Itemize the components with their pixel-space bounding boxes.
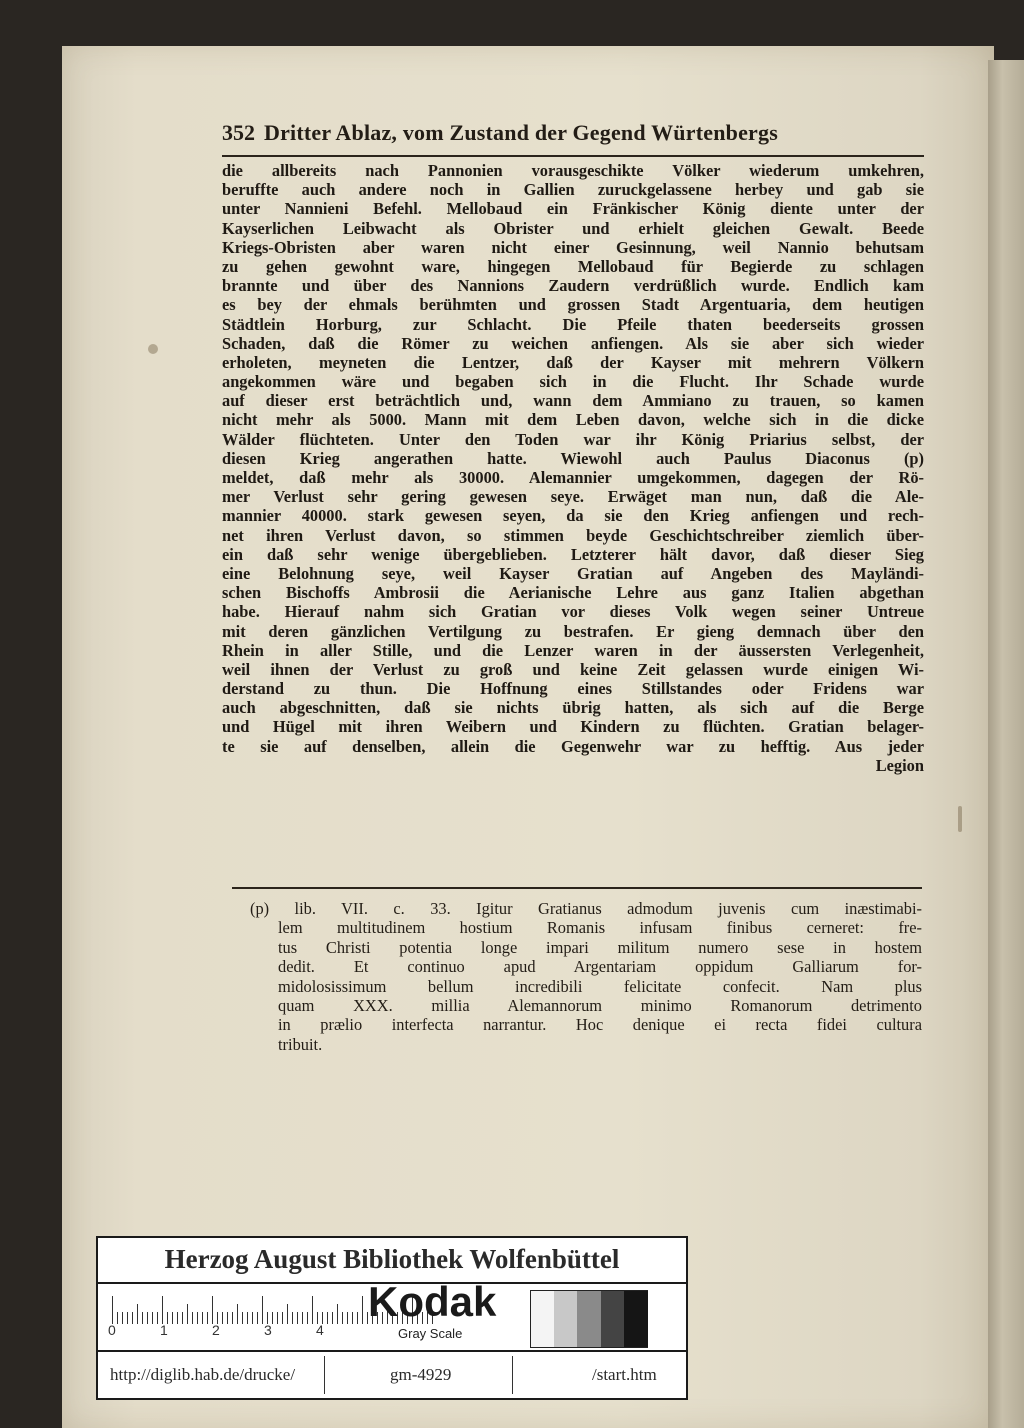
text-line: ein daß sehr wenige übergeblieben. Letzterer hält davor, daß dieser Sieg [222,544,924,564]
text-line: te sie auf denselben, allein die Gegenwehr war zu hefftig. Aus jeder [222,736,924,756]
url-divider [324,1356,325,1394]
ruler-number: 1 [160,1322,168,1338]
gray-swatch [554,1291,578,1347]
paper-blemish [958,806,962,832]
page-number: 352 [222,120,255,145]
footnote [250,899,922,1054]
gray-swatch [601,1291,625,1347]
running-head: Dritter Ablaz, vom Zustand der Gegend Würtenbergs [264,120,778,145]
text-line: Schaden, daß die Römer zu weichen anfiengen. Als sie aber sich wieder [222,333,924,353]
ruler-number: 0 [108,1322,116,1338]
text-line: Kayserlichen Leibwacht als Obrister und erhielt gleichen Gewalt. Beede [222,218,924,238]
ruler-tick [237,1304,238,1324]
ruler-tick [312,1296,313,1324]
footnote-line: dedit. Et continuo apud Argentariam oppidum Galliarum for- [278,957,922,977]
ruler-tick [187,1304,188,1324]
footnote-line: quam XXX. millia Alemannorum minimo Romanorum detrimento [278,995,922,1015]
ruler-number: 4 [316,1322,324,1338]
gray-swatch [531,1291,555,1347]
url-row [98,1350,686,1398]
adjacent-page-edge [988,60,1024,1428]
footnote-line: tribuit. [278,1034,323,1054]
text-line: diesen Krieg angerathen hatte. Wiewohl auch Paulus Diaconus (p) [222,448,924,468]
text-line: Kriegs-Obristen aber waren nicht einer Gesinnung, weil Nannio behutsam [222,237,924,257]
paper-blemish [148,344,158,354]
library-calibration-card [96,1236,688,1400]
library-title: Herzog August Bibliothek Wolfenbüttel [98,1244,686,1284]
ruler-tick [112,1296,113,1324]
text-line: mer Verlust sehr gering gewesen seye. Erwäget man nun, daß die Ale- [222,487,924,507]
ruler-tick [262,1296,263,1324]
url-suffix: /start.htm [592,1365,657,1384]
ruler-tick [212,1296,213,1324]
text-line: zu gehen gewohnt ware, hingegen Mellobaud für Begierde zu schlagen [222,256,924,276]
text-line: habe. Hierauf nahm sich Gratian vor dieses Volk wegen seiner Untreue [222,602,924,622]
text-line: Städtlein Horburg, zur Schlacht. Die Pfeile thaten beederseits grossen [222,314,924,334]
text-line: mit deren gänzlichen Vertilgung zu bestrafen. Er gieng demnach über den [222,621,924,641]
ruler-number: 3 [264,1322,272,1338]
document-id: gm-4929 [390,1365,452,1384]
main-text [222,161,924,775]
text-line: net ihren Verlust davon, so stimmen beyde Geschichtschreiber ziemlich über- [222,525,924,545]
text-line: derstand zu thun. Die Hoffnung eines Stillstandes oder Fridens war [222,679,924,699]
footnote-rule [232,887,922,889]
text-line: nicht mehr als 5000. Mann mit dem Leben davon, welche sich in die dicke [222,410,924,430]
text-line: mannier 40000. stark gewesen seyen, da sie den Krieg anfiengen und rech- [222,506,924,526]
catchword: Legion [875,755,924,775]
text-line: eine Belohnung seye, weil Kayser Gratian auf Angeben des Mayländi- [222,563,924,583]
header-rule [222,155,924,157]
gray-scale-swatches [530,1290,648,1348]
ruler-tick [162,1296,163,1324]
text-line: Rhein in aller Stille, und die Lenzer waren in der äussersten Verlegenheit, [222,640,924,660]
footnote-line: midolosissimum bellum incredibili felicitate confecit. Nam plus [278,976,922,996]
ruler-tick [287,1304,288,1324]
ruler-number: 2 [212,1322,220,1338]
ruler-tick [362,1296,363,1324]
text-line: meldet, daß mehr als 30000. Alemannier umgekommen, dagegen der Rö- [222,468,924,487]
text-line: Wälder flüchteten. Unter den Toden war ihr König Priarius selbst, der [222,429,924,449]
gray-swatch [624,1291,648,1347]
ruler-numbers [108,1322,438,1342]
page-header [222,120,924,150]
text-line: auf dieser erst beträchtlich und, wann dem Ammiano zu trauen, so kamen [222,391,924,411]
footnote-line: lem multitudinem hostium Romanis infusam finibus cerneret: fre- [278,918,922,938]
kodak-logo: Kodak [368,1278,497,1325]
url-prefix: http://diglib.hab.de/drucke/ [110,1365,296,1384]
footnote-line: tus Christi potentia longe impari militum numero sese in hostem [278,937,922,957]
footnote-line: in prælio interfecta narrantur. Hoc denique ei recta fidei cultura [278,1015,922,1035]
text-line: unter Nannieni Befehl. Mellobaud ein Fränkischer König diente unter der [222,199,924,219]
text-line: schen Bischoffs Ambrosii die Aerianische Lehre aus ganz Italien abgethan [222,583,924,603]
text-line: brannte und über des Nannions Zaudern verdrüßlich wurde. Endlich kam [222,276,924,296]
ruler-tick [137,1304,138,1324]
ruler-tick [337,1304,338,1324]
text-line: und Hügel mit ihren Weibern und Kindern zu flüchten. Gratian belager- [222,717,924,737]
text-line: angekommen wäre und begaben sich in die Flucht. Ihr Schade wurde [222,372,924,392]
text-line: weil ihnen der Verlust zu groß und keine Zeit gelassen wurde einigen Wi- [222,659,924,679]
gray-scale-label: Gray Scale [398,1326,463,1341]
gray-swatch [577,1291,601,1347]
text-line: erholeten, meyneten die Lentzer, daß der Kayser mit mehrern Völkern [222,352,924,372]
url-divider [512,1356,513,1394]
text-line: auch abgeschnitten, daß sie nichts übrig hatten, als sich auf die Berge [222,698,924,718]
text-line: es bey der ehmals berühmten und grossen Stadt Argentuaria, dem heutigen [222,295,924,315]
footnote-line: (p) lib. VII. c. 33. Igitur Gratianus admodum juvenis cum inæstimabi- [250,899,922,918]
text-line: die allbereits nach Pannonien vorausgeschikte Völker wiederum umkehren, [222,161,924,180]
text-line: beruffte auch andere noch in Gallien zuruckgelassene herbey und gab sie [222,180,924,200]
